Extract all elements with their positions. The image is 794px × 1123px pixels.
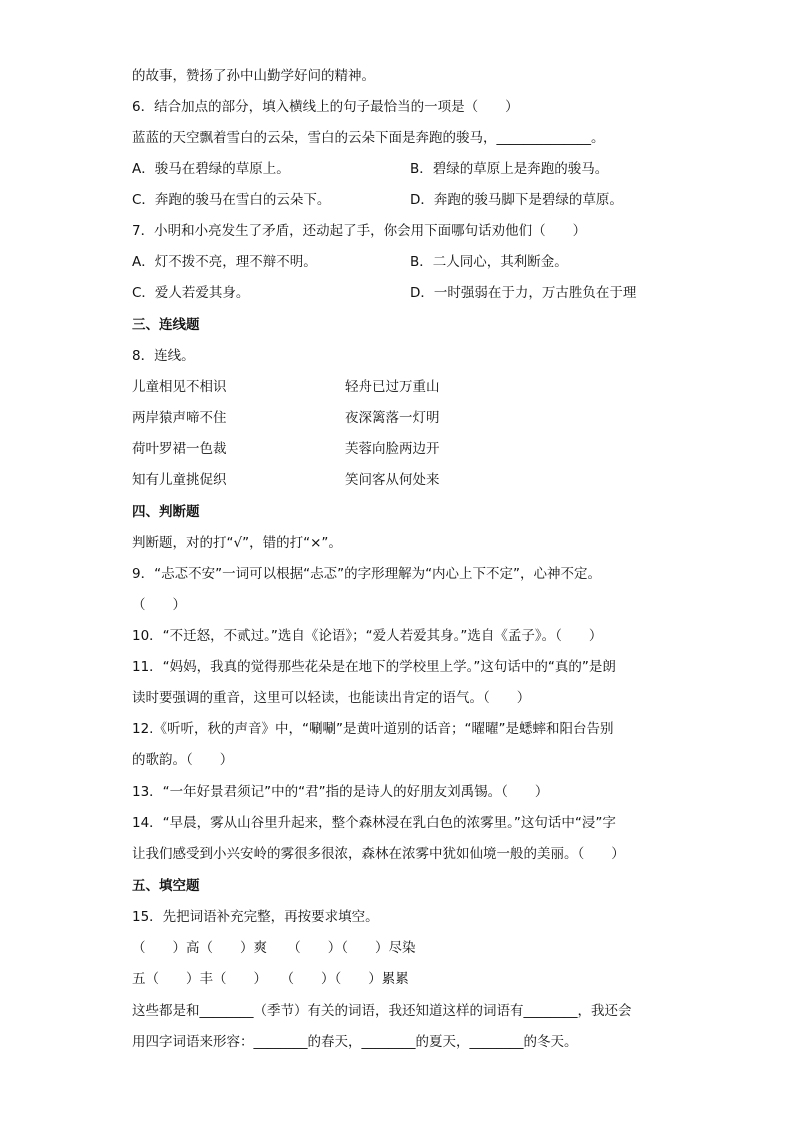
match-right: 笑问客从何处来	[345, 472, 440, 488]
question-11: 11．“妈妈，我真的觉得那些花朵是在地下的学校里上学。”这句话中的“真的”是朗	[132, 659, 616, 675]
question-15: 15．先把词语补充完整，再按要求填空。	[132, 909, 379, 925]
question-13: 13．“一年好景君须记”中的“君”指的是诗人的好朋友刘禹锡。（ ）	[132, 784, 549, 800]
match-left: 知有儿童挑促织	[132, 472, 227, 488]
match-right: 轻舟已过万重山	[345, 379, 440, 395]
section-heading: 四、判断题	[132, 504, 200, 520]
match-right: 芙蓉向脸两边开	[345, 441, 440, 457]
section-heading: 三、连线题	[132, 317, 200, 333]
answer-paren: （ ）	[132, 597, 186, 613]
question-14-cont: 让我们感受到小兴安岭的雾很多很浓，森林在浓雾中犹如仙境一般的美丽。（ ）	[132, 846, 625, 862]
match-left: 荷叶罗裙一色裁	[132, 441, 227, 457]
question-10: 10．“不迁怒，不贰过。”选自《论语》；“爱人若爱其身。”选自《孟子》。（ ）	[132, 628, 603, 644]
fill-row: 五（ ）丰（ ） （ ）（ ）累累	[132, 971, 409, 987]
option-7d: D．一时强弱在于力，万古胜负在于理	[410, 285, 637, 301]
option-6c: C．奔跑的骏马在雪白的云朵下。	[132, 192, 331, 208]
judge-instruction: 判断题，对的打“√”，错的打“×”。	[132, 535, 342, 551]
question-14: 14．“早晨，雾从山谷里升起来，整个森林浸在乳白色的浓雾里。”这句话中“浸”字	[132, 815, 616, 831]
question-6: 6．结合加点的部分，填入横线上的句子最恰当的一项是（ ）	[132, 99, 519, 115]
match-left: 儿童相见不相识	[132, 379, 227, 395]
question-11-cont: 读时要强调的重音，这里可以轻读，也能读出肯定的语气。（ ）	[132, 690, 531, 706]
match-right: 夜深篱落一灯明	[345, 410, 440, 426]
option-6a: A．骏马在碧绿的草原上。	[132, 161, 290, 177]
question-12-cont: 的歌韵。（ ）	[132, 752, 234, 768]
question-6-stem: 蓝蓝的天空飘着雪白的云朵，雪白的云朵下面是奔跑的骏马，______________。	[132, 130, 605, 146]
question-9: 9．“忐忑不安”一词可以根据“忐忑”的字形理解为“内心上下不定”，心神不定。	[132, 566, 602, 582]
question-8: 8．连线。	[132, 348, 195, 364]
match-left: 两岸猿声啼不住	[132, 410, 227, 426]
fill-paragraph: 这些都是和________（季节）有关的词语，我还知道这样的词语有________，我还会	[132, 1003, 632, 1019]
option-6b: B．碧绿的草原上是奔跑的骏马。	[410, 161, 609, 177]
question-7: 7．小明和小亮发生了矛盾，还动起了手，你会用下面哪句话劝他们（ ）	[132, 223, 587, 239]
option-7a: A．灯不拨不亮，理不辩不明。	[132, 254, 317, 270]
option-7b: B．二人同心，其利断金。	[410, 254, 568, 270]
option-6d: D．奔跑的骏马脚下是碧绿的草原。	[410, 192, 623, 208]
question-12: 12.《听听，秋的声音》中，“唰唰”是黄叶道别的话音；“曜曜”是蟋蟀和阳台告别	[132, 721, 614, 737]
fill-paragraph: 用四字词语来形容：________的春天，________的夏天，________的冬天。	[132, 1034, 578, 1050]
text-line: 的故事，赞扬了孙中山勤学好问的精神。	[132, 68, 375, 84]
fill-row: （ ）高（ ）爽 （ ）（ ）尽染	[132, 940, 416, 956]
section-heading: 五、填空题	[132, 878, 200, 894]
option-7c: C．爱人若爱其身。	[132, 285, 250, 301]
